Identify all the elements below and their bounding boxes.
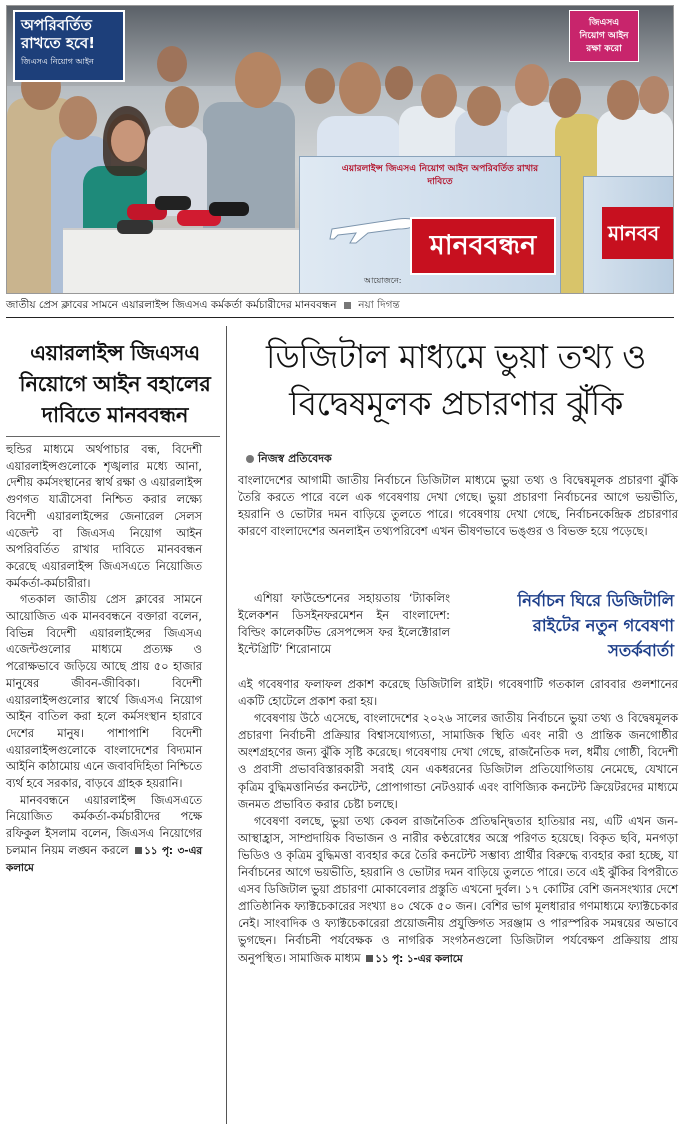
- protest-banner-right: মানবব: [583, 176, 674, 294]
- paragraph: এশিয়া ফাউন্ডেশনের সহায়তায় ‘ট্যাকলিং ইলেকশন ডিসইনফরমেশন ইন বাংলাদেশ: বিল্ডিং কালেকটিভ রেসপন্সেস ফর ইলেক্টোরাল ইন্টেগ্রিটি’ শিরোনামে: [238, 591, 450, 657]
- protest-banner: এয়ারলাইন্স জিএসএ নিয়োগ আইন অপরিবর্তিত রাখার দাবিতে মানববন্ধন আয়োজনে:: [299, 156, 561, 294]
- main-article-body-wrap: [238, 590, 450, 658]
- continuation-link[interactable]: ১১ পৃ: ৩-এর কলামে: [6, 844, 203, 874]
- main-article-body: [238, 676, 678, 968]
- divider: [6, 317, 674, 318]
- square-bullet-icon: [344, 302, 351, 309]
- paragraph: বাংলাদেশের আগামী জাতীয় নির্বাচনে ডিজিটাল মাধ্যমে ভুয়া তথ্য ও বিদ্বেষমূলক প্রচারণা ঝুঁকি তৈরি করতে পারে বলে এক গবেষণায় দেখা গেছে। ভুয়া প্রচারণা নির্বাচনের আগে ভয়ভীতি, হয়রানি ও ভোটার দমন বাড়িয়ে তুলতে পারে। গবেষণায় দেখা গেছে, নির্বাচনকেন্দ্রিক প্রচারণার কারণে বাংলাদেশের অনলাইন তথ্যপরিবেশ এখন ভীষণভাবে ভঙ্গুর ও বিভক্ত হয়ে পড়েছে।: [238, 473, 678, 539]
- paragraph: গবেষণা বলছে, ভুয়া তথ্য কেবল রাজনৈতিক প্রতিদ্বন্দ্বিতার হাতিয়ার নয়, এটি এখন জন-আস্থাহ্রাস, সাম্প্রদায়িক বিভাজন ও নারীর কণ্ঠরোধের অস্ত্রে পরিণত হয়েছে। বিকৃত ছবি, মনগড়া ভিডিও ও কৃত্রিম বুদ্ধিমত্তা ব্যবহার করে তৈরি কনটেন্ট সম্ভাব্য প্রার্থীর বিরুদ্ধে ব্যবহার করা হচ্ছে, যা নির্বাচনের আগে ভয়ভীতি, হয়রানি ও ভোটার দমন বাড়িয়ে তুলতে পারে। তবে এই ঝুঁকির বিপরীতে এসব ডিজিটাল ভুয়া প্রচারণা মোকাবেলার প্রস্তুতি এখনো দুর্বল। ১৭ কোটির বেশি জনসংখ্যার দেশে প্রাতিষ্ঠানিক ফ্যাক্টচেকারের সংখ্যা ৪০ থেকে ৫০ জন। বেশির ভাগ মূলধারার গণমাধ্যমে ফ্যাক্টচেকার নেই। সাংবাদিক ও ফ্যাক্টচেকারেরা প্রয়োজনীয় প্রযুক্তিগত সরঞ্জাম ও পারস্পরিক সমন্বয়ের অভাবে ভুগছেন। নির্বাচনী পর্যবেক্ষক ও নাগরিক সংগঠনগুলো ডিজিটাল পর্যবেক্ষণ প্রক্রিয়ায় প্রায় অনুপস্থিত। সামাজিক মাধ্যম ১১ পৃ: ১-এর কলামে: [238, 813, 678, 965]
- left-article-body: [6, 442, 202, 876]
- left-article-headline: এয়ারলাইন্স জিএসএ নিয়োগে আইন বহালের দাবিতে মানববন্ধন: [19, 341, 211, 427]
- bullet-icon: [246, 455, 254, 463]
- protest-sign-right: জিএসএ নিয়োগ আইন রক্ষা করো: [569, 10, 639, 62]
- main-article-headline: ডিজিটাল মাধ্যমে ভুয়া তথ্য ও বিদ্বেষমূলক প্রচারণার ঝুঁকি: [266, 337, 646, 423]
- pull-quote: নির্বাচন ঘিরে ডিজিটালি রাইটের নতুন গবেষণা সতর্কবার্তা: [517, 591, 674, 660]
- square-bullet-icon: [366, 955, 373, 962]
- byline: নিজস্ব প্রতিবেদক: [246, 450, 332, 469]
- airplane-icon: [328, 205, 420, 245]
- paragraph: গতকাল জাতীয় প্রেস ক্লাবের সামনে আয়োজিত এক মানববন্ধনে বক্তারা বলেন, বিভিন্ন বিদেশী এয়ারলাইন্সের জিএসএ এজেন্টগুলোর মাধ্যমে প্রত্যক্ষ ও পরোক্ষভাবে জড়িয়ে আছে প্রায় ৫০ হাজার মানুষের জীবন-জীবিকা। বিদেশী এয়ারলাইন্সগুলোর স্বার্থে জিএসএ নিয়োগ আইন বাতিল করা হলে কর্মসংস্থান হারাবে দেশের মানুষ। পাশাপাশি বিদেশী এয়ারলাইন্সগুলোকে বাংলাদেশের বিদ্যমান আইনি কাঠামোয় এনে জবাবদিহিতা নিশ্চিতে ব্যর্থ হবে সরকার, বাড়বে গ্রাহক হয়রানি।: [6, 593, 202, 791]
- continuation-link[interactable]: ১১ পৃ: ১-এর কলামে: [364, 953, 462, 965]
- caption-text: জাতীয় প্রেস ক্লাবের সামনে এয়ারলাইন্স জিএসএ কর্মকর্তা কর্মচারীদের মানববন্ধন: [6, 299, 337, 311]
- paragraph: মানববন্ধনে এয়ারলাইন্স জিএসএতে নিয়োজিত কর্মকর্তা-কর্মচারীদের পক্ষে রফিকুল ইসলাম বলেন, জিএসএ নিয়োগের চলমান নিয়ম লঙ্ঘন করলে ১১ পৃ: ৩-এর কলামে: [6, 793, 203, 874]
- photo-caption: [6, 297, 674, 314]
- paragraph: গবেষণায় উঠে এসেছে, বাংলাদেশের ২০২৬ সালের জাতীয় নির্বাচনে ভুয়া তথ্য ও বিদ্বেষমূলক প্রচারণা নির্বাচনী প্রক্রিয়ার বিশ্বাসযোগ্যতা, সামাজিক স্থিতি এবং নারী ও প্রান্তিক জনগোষ্ঠীর অংশগ্রহণের জন্য ঝুঁকি সৃষ্টি করেছে। গবেষণায় দেখা গেছে, রাজনৈতিক দল, ধর্মীয় গোষ্ঠী, বিদেশী ও প্রবাসী প্রভাববিস্তারকারী সবাই যেন একধরনের ডিজিটাল প্রতিযোগিতায় নেমেছে, যেখানে কৃত্রিম বুদ্ধিমত্তানির্ভর কনটেন্ট, প্রোপাগান্ডা নেটওয়ার্ক এবং বাণিজ্যিক কনটেন্ট ক্রিয়েটরদের মাধ্যমে জনমত প্রভাবিত করার চেষ্টা চলছে।: [238, 711, 678, 811]
- divider: [6, 436, 220, 437]
- protest-sign-left: অপরিবর্তিত রাখতে হবে! জিএসএ নিয়োগ আইন: [13, 10, 125, 82]
- main-article-body-top: [238, 472, 678, 540]
- microphones-icon: [117, 184, 267, 244]
- paragraph: এই গবেষণার ফলাফল প্রকাশ করেছে ডিজিটালি রাইট। গবেষণাটি গতকাল রোববার গুলশানের একটি হোটেলে প্রকাশ করা হয়।: [238, 677, 678, 709]
- square-bullet-icon: [135, 847, 142, 854]
- news-photo: [6, 5, 674, 294]
- column-rule: [226, 326, 227, 1124]
- paragraph: হুন্ডির মাধ্যমে অর্থপাচার বন্ধ, বিদেশী এয়ারলাইন্সগুলোকে শৃঙ্খলার মধ্যে আনা, দেশীয় কর্মসংস্থানের স্বার্থ রক্ষা ও এয়ারলাইন্স গুণগত যাত্রীসেবা নিশ্চিত করার লক্ষ্যে বিদেশী এয়ারলাইন্সের জেনারেল সেলস এজেন্ট বা জিএসএ নিয়োগ আইন অপরিবর্তিত রাখার দাবিতে মানববন্ধন করেছে এয়ারলাইন্স জিএসএতে নিয়োজিত কর্মকর্তা-কর্মচারীরা।: [6, 443, 202, 590]
- caption-source: নয়া দিগন্ত: [358, 299, 400, 311]
